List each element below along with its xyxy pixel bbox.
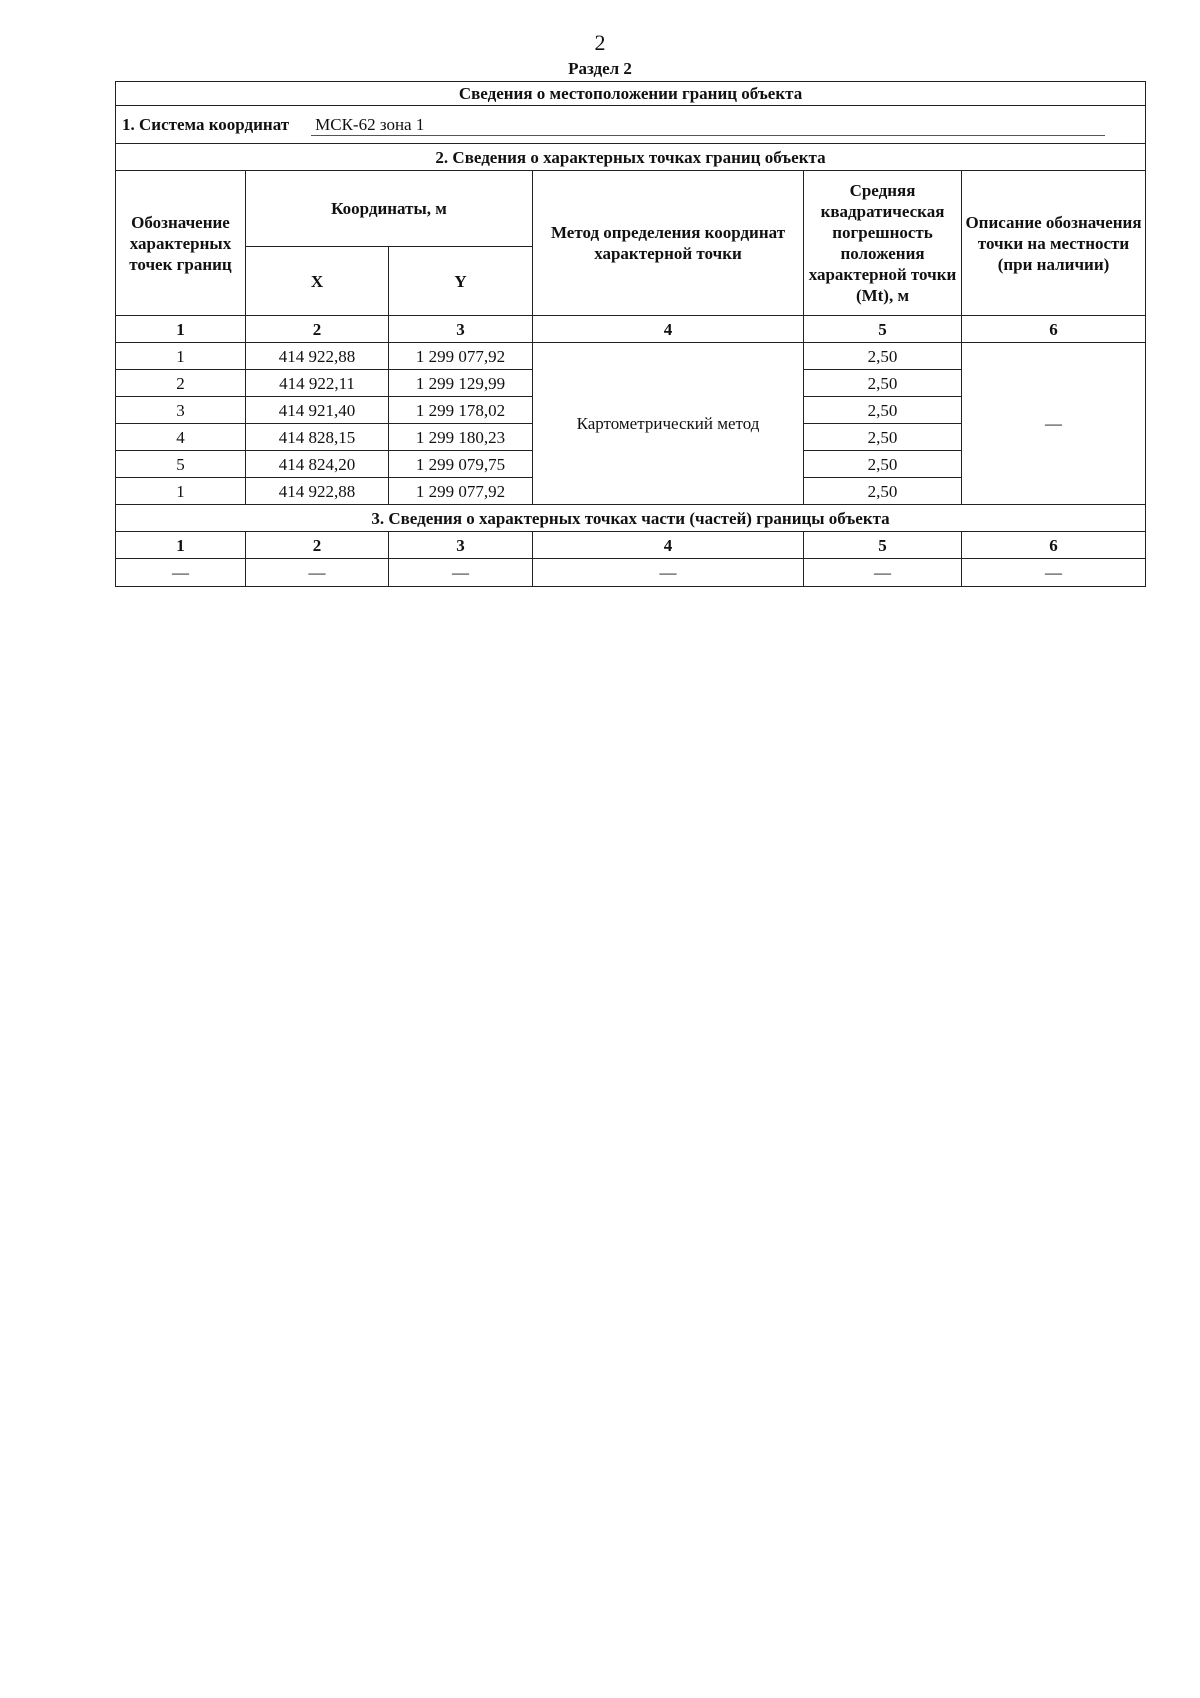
point-error: 2,50 [804,370,962,397]
point-id: 1 [116,478,246,505]
coordinate-system-value: МСК-62 зона 1 [311,115,1105,136]
header-description: Описание обозначения точки на местности (при наличии) [962,171,1146,316]
point-id: 5 [116,451,246,478]
empty-cell: — [804,559,962,587]
column-number: 2 [246,532,389,559]
point-y: 1 299 129,99 [389,370,533,397]
column-number: 3 [389,316,533,343]
point-x: 414 921,40 [246,397,389,424]
point-y: 1 299 079,75 [389,451,533,478]
column-number: 2 [246,316,389,343]
header-designation: Обозначение характерных точек границ [116,171,246,316]
column-number: 4 [533,532,804,559]
point-error: 2,50 [804,343,962,370]
column-number: 6 [962,316,1146,343]
boundary-table [115,81,1146,587]
empty-cell: — [116,559,246,587]
point-x: 414 922,88 [246,343,389,370]
parts-section-title: 3. Сведения о характерных точках части (частей) границы объекта [116,505,1146,532]
header-y: Y [389,247,533,316]
column-number: 1 [116,532,246,559]
method-value: Картометрический метод [533,343,804,505]
empty-cell: — [389,559,533,587]
column-number: 3 [389,532,533,559]
empty-cell: — [246,559,389,587]
point-error: 2,50 [804,451,962,478]
point-id: 1 [116,343,246,370]
coordinate-system-row [116,106,1146,144]
column-number: 5 [804,316,962,343]
point-x: 414 824,20 [246,451,389,478]
point-y: 1 299 180,23 [389,424,533,451]
point-id: 2 [116,370,246,397]
point-error: 2,50 [804,424,962,451]
empty-cell: — [962,559,1146,587]
column-number: 1 [116,316,246,343]
section-title: Раздел 2 [568,59,632,78]
page-number: 2 [594,30,606,55]
column-number: 6 [962,532,1146,559]
column-number: 5 [804,532,962,559]
point-y: 1 299 077,92 [389,343,533,370]
point-y: 1 299 077,92 [389,478,533,505]
point-id: 3 [116,397,246,424]
point-id: 4 [116,424,246,451]
point-x: 414 922,11 [246,370,389,397]
column-number: 4 [533,316,804,343]
description-value: — [962,343,1146,505]
point-x: 414 828,15 [246,424,389,451]
coordinate-system-label: 1. Система координат [122,114,290,134]
points-section-title: 2. Сведения о характерных точках границ объекта [116,144,1146,171]
header-x: X [246,247,389,316]
empty-cell: — [533,559,804,587]
table-title: Сведения о местоположении границ объекта [116,82,1146,106]
point-y: 1 299 178,02 [389,397,533,424]
header-coordinates: Координаты, м [246,171,533,247]
point-x: 414 922,88 [246,478,389,505]
point-error: 2,50 [804,478,962,505]
table-row [116,343,1146,370]
header-method: Метод определения координат характерной точки [533,171,804,316]
header-error: Средняя квадратическая погрешность положения характерной точки (Mt), м [804,171,962,316]
point-error: 2,50 [804,397,962,424]
table-row [116,559,1146,587]
